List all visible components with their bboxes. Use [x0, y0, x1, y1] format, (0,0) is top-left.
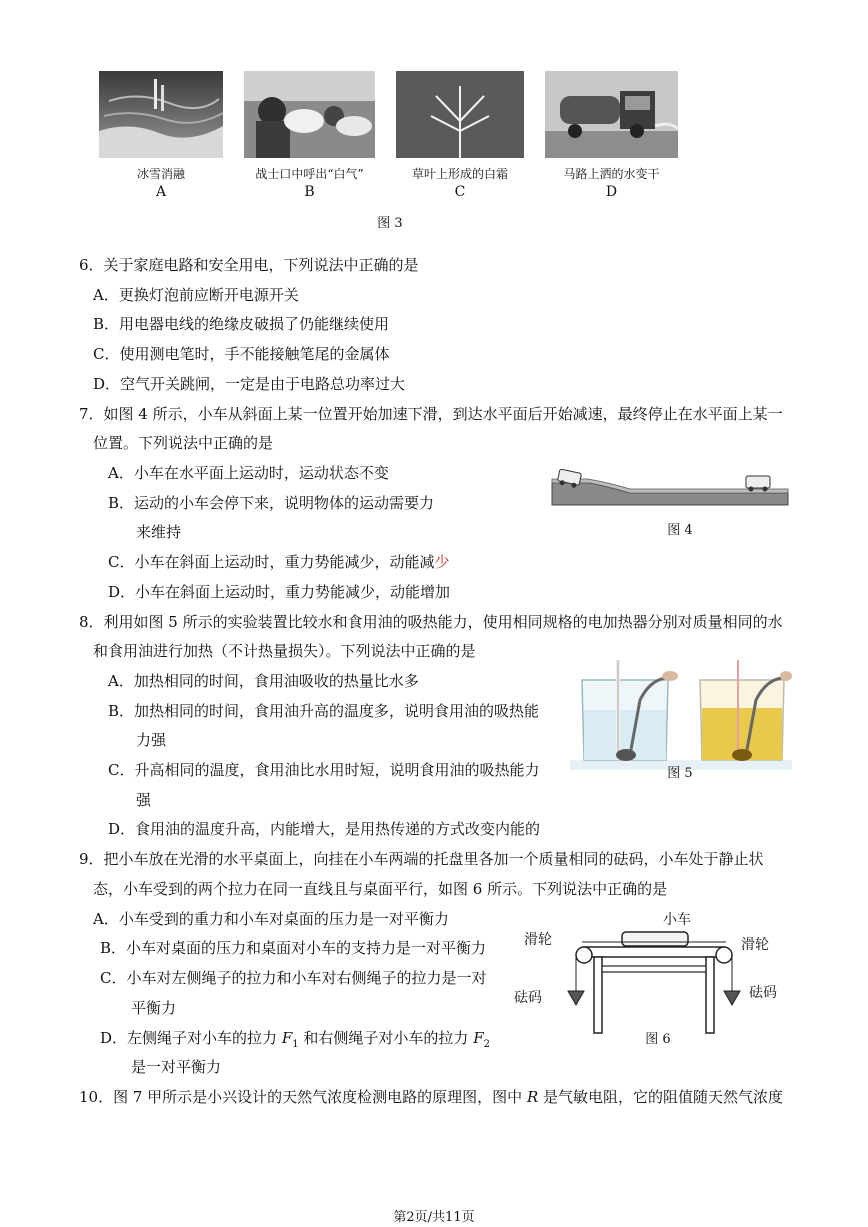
figure3-letter-d: D — [605, 184, 618, 200]
figure3-letter-b: B — [304, 184, 315, 200]
q6-option-c: C．使用测电笔时，手不能接触笔尾的金属体 — [93, 345, 390, 363]
photo-ice-melting — [99, 71, 223, 158]
q8-option-a: A．加热相同的时间，食用油吸收的热量比水多 — [108, 672, 419, 690]
q9-option-d-f2-sub: 2 — [483, 1039, 490, 1050]
q9-option-d-text-b: 和右侧绳子对小车的拉力 — [303, 1029, 469, 1047]
q7-option-b-line2: 来维持 — [136, 523, 182, 541]
figure6-label-pulley-right: 滑轮 — [741, 937, 769, 953]
q10-stem — [79, 1087, 783, 1107]
q9-option-d-line1 — [100, 1028, 490, 1055]
figure5-label: 图 5 — [667, 766, 693, 781]
q9-option-b: B．小车对桌面的压力和桌面对小车的支持力是一对平衡力 — [100, 939, 487, 957]
q9-option-d-f1-sub: 1 — [292, 1039, 299, 1050]
q8-option-c-line2: 强 — [136, 791, 152, 809]
q10-stem-b: 是气敏电阻，它的阻值随天然气浓度 — [543, 1088, 784, 1106]
figure4-incline — [550, 465, 790, 515]
q8-option-b-line1: B．加热相同的时间，食用油升高的温度多，说明食用油的吸热能 — [108, 702, 540, 720]
figure4-label: 图 4 — [667, 523, 693, 538]
photo-water-truck — [545, 71, 678, 158]
q8-stem-line1: 8．利用如图 5 所示的实验装置比较水和食用油的吸热能力，使用相同规格的电加热器分别对质量相同的水 — [79, 613, 783, 631]
q9-stem-line1: 9．把小车放在光滑的水平桌面上，向挂在小车两端的托盘里各加一个质量相同的砝码，小车处于静止状 — [79, 850, 764, 868]
figure3-caption-b: 战士口中呼出“白气” — [255, 167, 364, 181]
q8-option-b-line2: 力强 — [136, 731, 167, 749]
photo-soldiers-breath — [244, 71, 375, 158]
q6-option-a: A．更换灯泡前应断开电源开关 — [93, 286, 299, 304]
q10-stem-r: R — [526, 1088, 539, 1106]
q7-option-c-tail: 少 — [434, 553, 450, 571]
figure3-label: 图 3 — [377, 216, 403, 231]
q7-option-c-main: C．小车在斜面上运动时，重力势能减少，动能减 — [108, 553, 435, 571]
q9-option-c-line1: C．小车对左侧绳子的拉力和小车对右侧绳子的拉力是一对 — [100, 969, 487, 987]
figure3-caption-c: 草叶上形成的白霜 — [411, 167, 508, 181]
q6-stem: 6．关于家庭电路和安全用电，下列说法中正确的是 — [79, 256, 419, 274]
figure6-label: 图 6 — [645, 1032, 671, 1047]
figure3-letter-c: C — [454, 184, 466, 200]
q9-stem-line2: 态，小车受到的两个拉力在同一直线且与桌面平行，如图 6 所示。下列说法中正确的是 — [93, 880, 668, 898]
q10-stem-a: 10．图 7 甲所示是小兴设计的天然气浓度检测电路的原理图，图中 — [79, 1088, 523, 1106]
q6-option-b: B．用电器电线的绝缘皮破损了仍能继续使用 — [93, 315, 390, 333]
figure6-label-weight-left: 砝码 — [514, 990, 542, 1006]
figure5-beakers — [570, 660, 792, 770]
q7-option-b-line1: B．运动的小车会停下来，说明物体的运动需要力 — [108, 494, 435, 512]
q9-option-d-f1: F — [281, 1029, 293, 1047]
q8-option-c-line1: C．升高相同的温度，食用油比水用时短，说明食用油的吸热能力 — [108, 761, 540, 779]
figure3-caption-a: 冰雪消融 — [136, 167, 185, 181]
figure6-label-car: 小车 — [663, 912, 691, 928]
figure6-label-pulley-left: 滑轮 — [524, 932, 552, 948]
q7-option-a: A．小车在水平面上运动时，运动状态不变 — [108, 464, 389, 482]
q9-option-a: A．小车受到的重力和小车对桌面的压力是一对平衡力 — [93, 910, 449, 928]
q7-stem-line1: 7．如图 4 所示，小车从斜面上某一位置开始加速下滑，到达水平面后开始减速，最终停止在水平面上某一 — [79, 405, 783, 423]
q9-option-c-line2: 平衡力 — [131, 999, 177, 1017]
q9-option-d-f2: F — [473, 1029, 484, 1047]
figure6-label-weight-right: 砝码 — [749, 985, 777, 1001]
figure3-letter-a: A — [155, 184, 167, 200]
q7-stem-line2: 位置。下列说法中正确的是 — [93, 434, 274, 452]
q9-option-d-line2: 是一对平衡力 — [131, 1058, 222, 1076]
q8-option-d: D．食用油的温度升高，内能增大，是用热传递的方式改变内能的 — [108, 820, 541, 838]
figure6-diagram — [510, 906, 790, 1036]
q9-option-d-text-a: D．左侧绳子对小车的拉力 — [100, 1029, 278, 1047]
q8-stem-line2: 和食用油进行加热（不计热量损失）。下列说法中正确的是 — [93, 642, 476, 660]
figure3-caption-d: 马路上洒的水变干 — [563, 167, 660, 181]
q7-option-c — [108, 552, 450, 572]
photo-frost-on-grass — [396, 71, 524, 158]
q7-option-d: D．小车在斜面上运动时，重力势能减少，动能增加 — [108, 583, 451, 601]
q6-option-d: D．空气开关跳闸，一定是由于电路总功率过大 — [93, 375, 406, 393]
page-number: 第2页/共11页 — [393, 1210, 475, 1225]
